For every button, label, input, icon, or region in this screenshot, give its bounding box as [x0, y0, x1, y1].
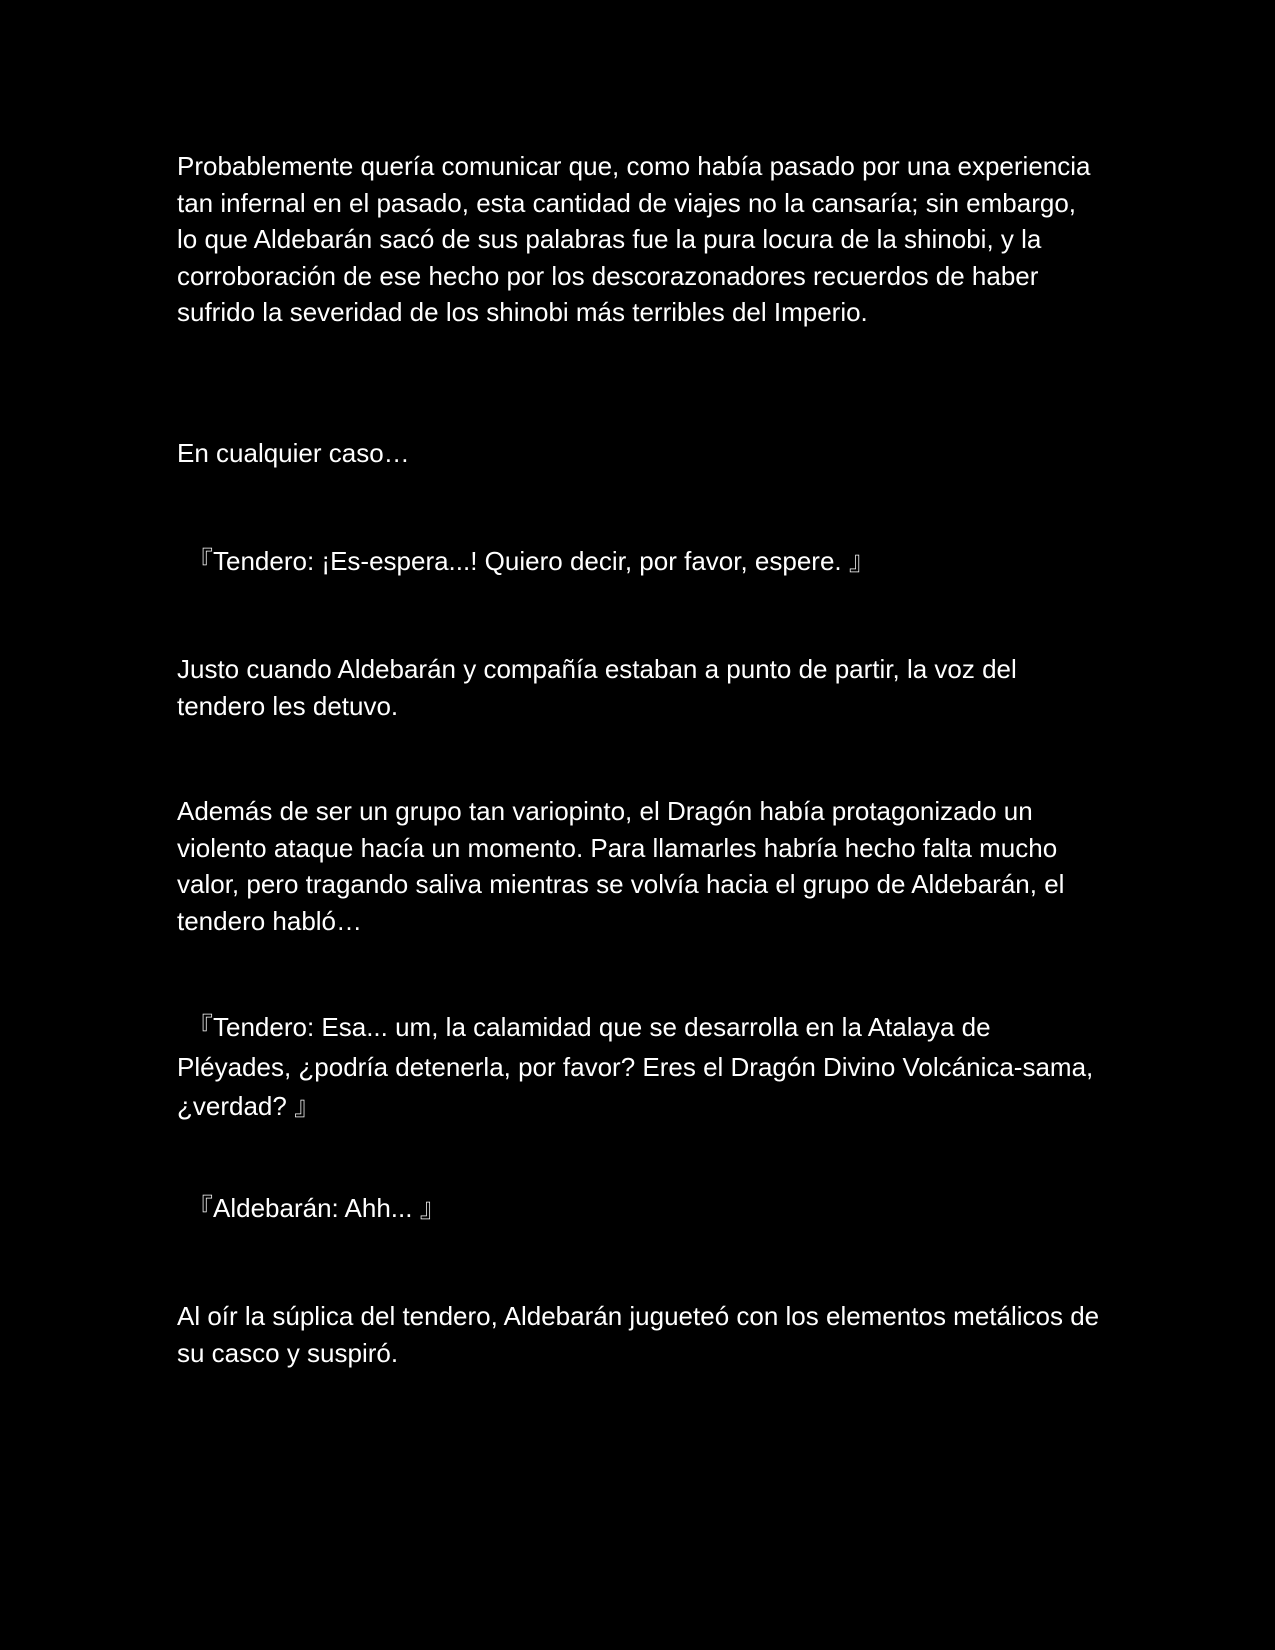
paragraph-narration-2: En cualquier caso… — [177, 438, 410, 468]
paragraph-narration-4: Además de ser un grupo tan variopinto, el Dragón había protagonizado un violento ataque hacía un momento. Para llamarles habría hecho falta mucho valor, pero tragando saliva mientras se volvía hacia el grupo de Aldebarán, el tendero habló… — [177, 796, 1065, 936]
dialogue-aldebaran: 『Aldebarán: Ahh... 』 — [187, 1193, 446, 1223]
paragraph-narration-1: Probablemente quería comunicar que, como había pasado por una experiencia tan infernal en el pasado, esta cantidad de viajes no la cansaría; sin embargo, lo que Aldebarán sacó de sus palabras fue la pura locura de la shinobi, y la corroboración de ese hecho por los descorazonadores recuerdos de haber sufrido la severidad de los shinobi más terribles del Imperio. — [177, 151, 1091, 327]
paragraph-narration-5: Al oír la súplica del tendero, Aldebarán jugueteó con los elementos metálicos de su casco y suspiró. — [177, 1301, 1100, 1368]
dialogue-shopkeeper-1: 『Tendero: ¡Es-espera...! Quiero decir, por favor, espere. 』 — [187, 546, 875, 576]
dialogue-shopkeeper-2: 『Tendero: Esa... um, la calamidad que se desarrolla en la Atalaya de Pléyades, ¿podría detenerla, por favor? Eres el Dragón Divino Volcánica-sama, ¿verdad? 』 — [177, 1012, 1094, 1121]
paragraph-narration-3: Justo cuando Aldebarán y compañía estaban a punto de partir, la voz del tendero les detuvo. — [177, 654, 1017, 721]
